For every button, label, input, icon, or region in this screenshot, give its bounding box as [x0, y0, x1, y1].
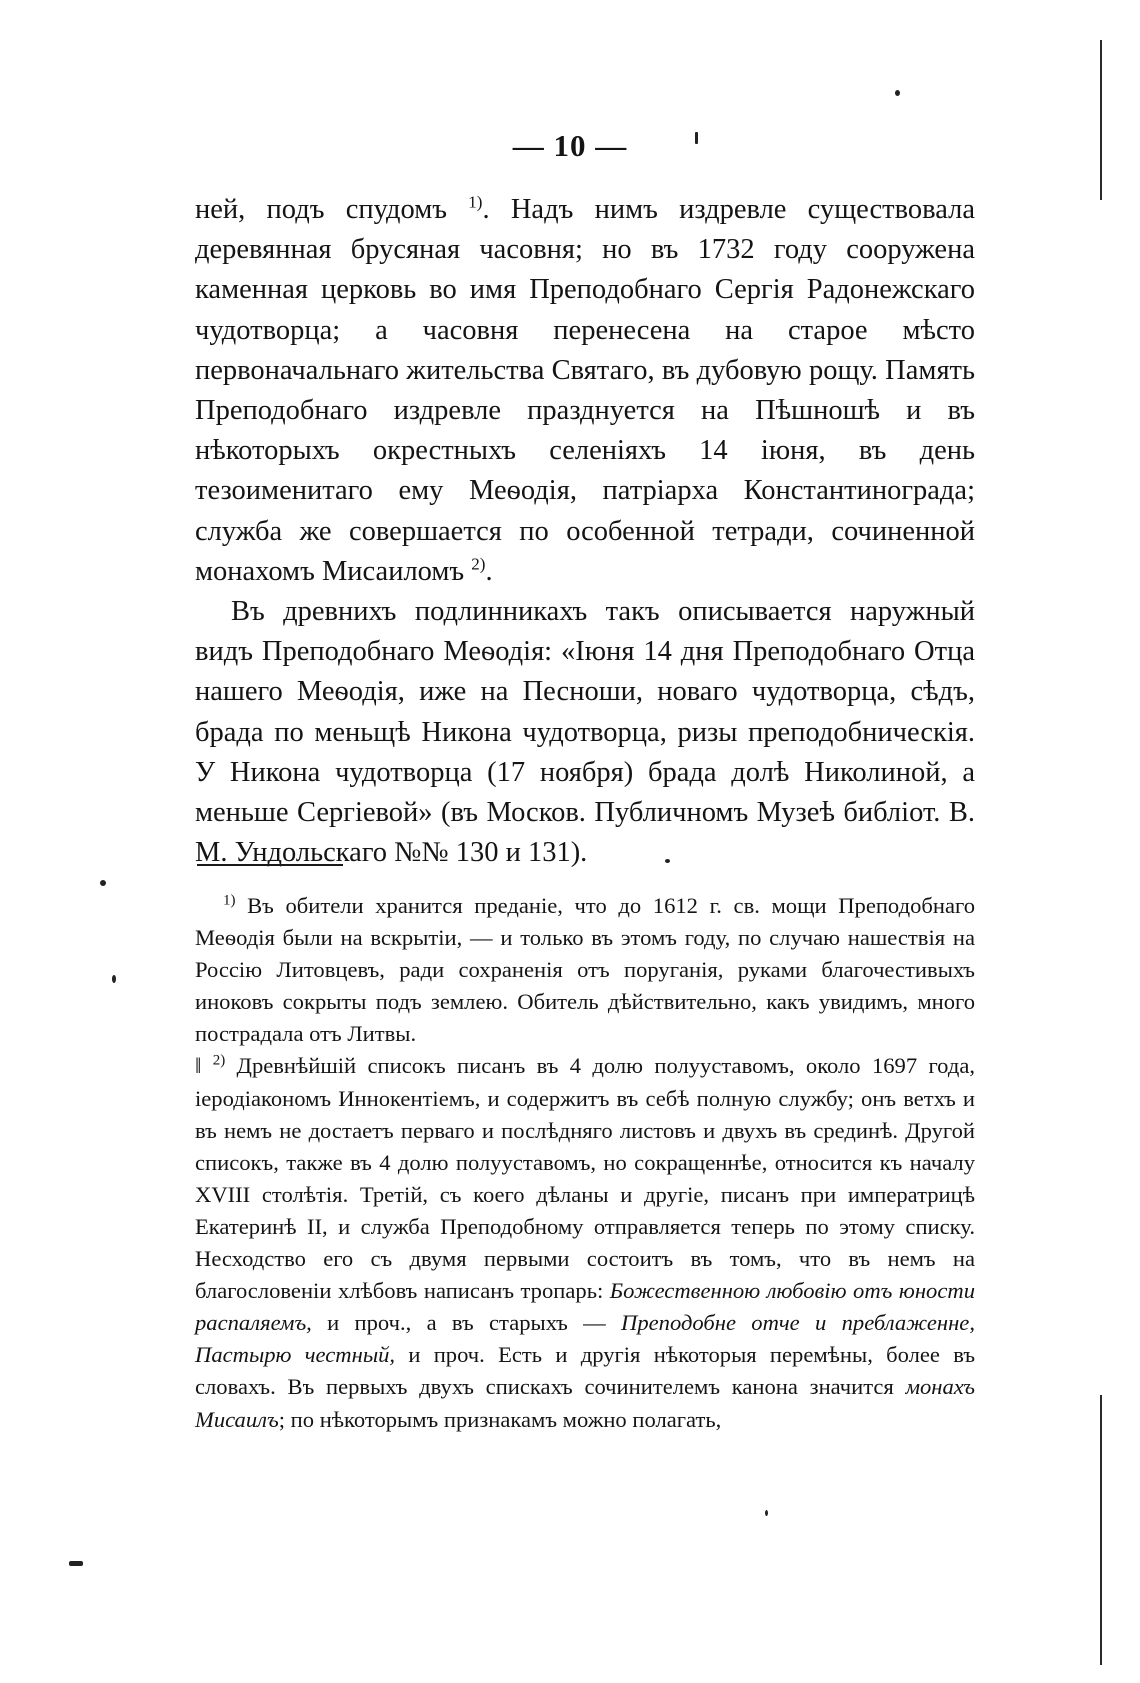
scan-speck	[100, 880, 106, 886]
footnote-2-italic-3: монахъ Мисаилъ	[195, 1374, 975, 1432]
footnote-2-italic-2: Преподобне отче и преблаженне, Пастырю честный,	[195, 1310, 975, 1368]
footnote-2-prefix: ‖	[195, 1053, 213, 1079]
footnote-1	[195, 890, 975, 1050]
page-number-text: — 10 —	[512, 128, 628, 163]
footnote-divider	[197, 864, 343, 866]
main-text	[195, 190, 975, 873]
scan-speck	[895, 90, 900, 96]
footnote-2-mark: 2)	[212, 1052, 226, 1069]
footnote-ref-2: 2)	[471, 554, 486, 574]
scan-margin-line-top	[1100, 40, 1102, 200]
footnote-1-text: Въ обители хранится преданіе, что до 1612 г. св. мощи Преподобнаго Меѳодія были на вскрытіи, — и только въ этомъ году, по случаю нашествія на Россію Литовцевъ, ради сохраненія отъ поруганія, руками благочестивыхъ иноковъ сокрыты подъ землею. Обитель дѣйствительно, какъ увидимъ, много пострадала отъ Литвы.	[195, 893, 975, 1047]
scan-speck	[69, 1561, 83, 1566]
footnote-2-text-1: Древнѣйшій списокъ писанъ въ 4 долю полууставомъ, около 1697 года, іеродіакономъ Иннокентіемъ, и содержитъ въ себѣ полную службу; онъ ветхъ и въ немъ не достаетъ перваго и послѣдняго листовъ и двухъ въ срединѣ. Другой списокъ, также въ 4 долю полууставомъ, но сокращеннѣе, относится къ началу XVIII столѣтія. Третій, съ коего дѣланы и другіе, писанъ при императрицѣ Екатеринѣ II, и служба Преподобному отправляется теперь по этому списку. Несходство его съ двумя первыми состоитъ въ томъ, что въ немъ на благословеніи хлѣбовъ написанъ тропарь:	[195, 1053, 975, 1304]
footnote-2-text-3: и проч. Есть и другія нѣкоторыя перемѣны, более въ словахъ. Въ первыхъ двухъ спискахъ сочинителемъ канона значится	[195, 1342, 975, 1400]
paragraph-2: Въ древнихъ подлинникахъ такъ описывается наружный видъ Преподобнаго Меѳодія: «Іюня 14 дня Преподобнаго Отца нашего Меѳодія, иже на Песноши, новаго чудотворца, сѣдъ, брада по меньщѣ Никона чудотворца, ризы преподобническія. У Никона чудотворца (17 ноября) брада долѣ Николиной, а меньше Сергіевой» (въ Москов. Публичномъ Музеѣ библіот. В. М. Ундольскаго №№ 130 и 131).	[195, 596, 975, 869]
footnote-1-mark: 1)	[223, 892, 236, 909]
scan-speck	[695, 132, 698, 144]
paragraph-1-end: .	[485, 555, 493, 587]
paragraph-1-start: ней, подъ спудомъ	[195, 194, 469, 225]
paragraph-1	[195, 190, 975, 592]
scan-speck	[112, 975, 116, 983]
page-number	[0, 128, 1140, 164]
footnote-2	[195, 1050, 975, 1435]
scan-speck	[665, 859, 670, 863]
paragraph-1-body: . Надъ нимъ издревле существовала деревянная брусяная часовня; но въ 1732 году сооружена каменная церковь во имя Преподобнаго Сергія Радонежскаго чудотворца; а часовня перенесена на старое мѣсто первоначальнаго жительства Святаго, въ дубовую рощу. Память Преподобнаго издревле празднуется на Пѣшношѣ и въ нѣкоторыхъ окрестныхъ селеніяхъ 14 іюня, въ день тезоименитаго ему Меѳодія, патріарха Константинограда; служба же совершается по особенной тетради, сочиненной монахомъ Мисаиломъ	[195, 194, 975, 587]
footnotes	[195, 890, 975, 1436]
footnote-ref-1: 1)	[468, 192, 483, 212]
scan-speck	[765, 1510, 768, 1516]
footnote-2-italic-1: Божественною любовію отъ юности распаляемъ,	[195, 1278, 975, 1336]
scan-margin-line-bottom	[1100, 1395, 1102, 1665]
footnote-2-text-2: и проч., а въ старыхъ —	[311, 1310, 622, 1336]
footnote-2-text-4: ; по нѣкоторымъ признакамъ можно полагать,	[278, 1406, 722, 1432]
